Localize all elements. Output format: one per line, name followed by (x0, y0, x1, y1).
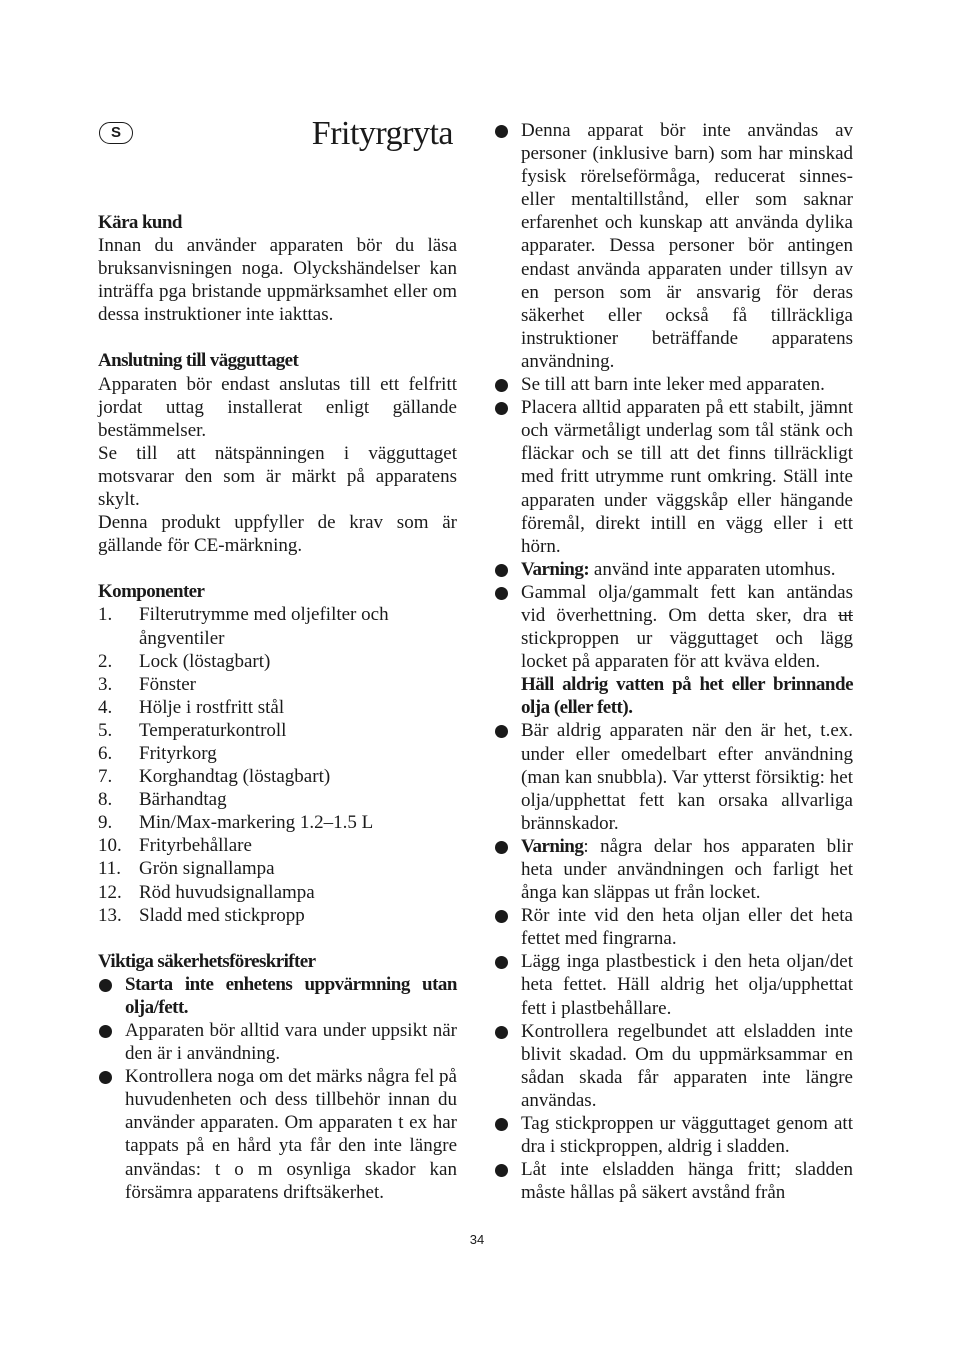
component-item (98, 904, 457, 927)
component-number: 9. (98, 812, 113, 834)
component-item (98, 603, 457, 649)
bullet-icon (495, 841, 508, 854)
component-item (98, 881, 457, 904)
bullet-icon (99, 1071, 112, 1084)
connection-heading: Anslutning till vägguttaget (98, 350, 299, 372)
components-list (98, 603, 457, 926)
component-item (98, 673, 457, 696)
component-label: Hölje i rostfritt stål (139, 696, 285, 718)
right-column (494, 119, 853, 1204)
component-label: Filterutrymme med oljefilter och ångventiler (139, 604, 389, 649)
components-heading: Komponenter (98, 581, 205, 603)
safety-item (98, 973, 457, 1019)
safety-item (494, 119, 853, 373)
safety-text: Bär aldrig apparaten när den är het, t.ex. under eller omedelbart efter användning (man kan snubbla). Var ytterst försiktig: het olja/upphettat fett kan orsaka allvarliga brännskador. (521, 720, 853, 834)
safety-text: Se till att barn inte leker med apparaten. (521, 374, 825, 396)
warning-label: Varning: (521, 558, 590, 580)
safety-text: Starta inte enhetens uppvärmning utan olja/fett. (125, 973, 457, 1018)
component-item (98, 834, 457, 857)
safety-text: : några delar hos apparaten blir heta under användningen och farligt het ånga kan släppas ut från locket. (521, 835, 853, 904)
component-number: 2. (98, 650, 113, 672)
left-column (98, 211, 457, 1204)
component-number: 5. (98, 719, 113, 741)
bullet-icon (495, 1026, 508, 1039)
safety-text: Kontrollera noga om det märks några fel på huvudenheten och dess tillbehör innan du använder apparaten. Om apparaten t ex har tappats på en hård yta får den inte längre användas: t o m osynliga skador kan försämra apparatens driftsäkerhet. (125, 1066, 457, 1203)
bullet-icon (495, 1164, 508, 1177)
component-label: Temperaturkontroll (139, 719, 287, 741)
component-number: 10. (98, 835, 122, 857)
bullet-icon (495, 1118, 508, 1131)
component-item (98, 696, 457, 719)
safety-item (98, 1065, 457, 1204)
connection-paragraph: Se till att nätspänningen i vägguttaget motsvarar den som är märkt på apparatens skylt. (98, 442, 457, 511)
safety-list (98, 973, 457, 1204)
component-label: Röd huvudsignallampa (139, 881, 315, 903)
dear-customer-heading: Kära kund (98, 212, 182, 233)
safety-item (494, 904, 853, 950)
safety-text: Låt inte elsladden hänga fritt; sladden måste hållas på säkert avstånd från (521, 1159, 853, 1204)
dear-customer-section (98, 211, 457, 326)
connection-paragraph: Denna produkt uppfyller de krav som är gällande för CE-märkning. (98, 512, 457, 557)
safety-item (494, 1158, 853, 1204)
safety-list-continued (494, 119, 853, 1204)
bold-warning: Häll aldrig vatten på het eller brinnande olja (eller fett). (521, 674, 853, 719)
safety-text: Apparaten bör alltid vara under uppsikt när den är i användning. (125, 1020, 457, 1065)
bullet-icon (495, 725, 508, 738)
safety-item (494, 835, 853, 904)
component-label: Fönster (139, 673, 196, 695)
safety-text: Lägg inga plastbestick i den heta oljan/det heta fettet. Häll aldrig het olja/upphettat fett i plastbehållare. (521, 951, 853, 1019)
safety-item (494, 1112, 853, 1158)
component-item (98, 857, 457, 880)
component-label: Frityrbehållare (139, 835, 252, 857)
component-label: Grön signallampa (139, 858, 275, 880)
component-label: Frityrkorg (139, 742, 217, 764)
component-label: Korghandtag (löstagbart) (139, 766, 331, 788)
safety-item (494, 1020, 853, 1112)
component-item (98, 788, 457, 811)
component-item (98, 650, 457, 673)
component-item (98, 742, 457, 765)
component-number: 1. (98, 604, 113, 626)
bullet-icon (495, 910, 508, 923)
component-number: 11. (98, 858, 122, 880)
component-item (98, 765, 457, 788)
components-section (98, 580, 457, 926)
component-label: Min/Max-markering 1.2–1.5 L (139, 812, 374, 834)
component-label: Sladd med stickpropp (139, 904, 305, 926)
safety-text: stickproppen ur vägguttaget och lägg locket på apparaten för att kväva elden. (521, 628, 853, 673)
safety-text: Tag stickproppen ur vägguttaget genom att dra i stickproppen, aldrig i sladden. (521, 1113, 853, 1158)
dear-customer-text: Innan du använder apparaten bör du läsa bruksanvisningen noga. Olyckshändelser kan inträffa pga bristande uppmärksamhet eller om dessa instruktioner inte iakttas. (98, 235, 457, 326)
component-number: 4. (98, 696, 113, 718)
page-number: 34 (469, 1232, 485, 1247)
bullet-icon (495, 956, 508, 969)
safety-text: Gammal olja/gammalt fett kan antändas vid överhettning. Om detta sker, dra (521, 581, 853, 626)
safety-item (494, 581, 853, 720)
connection-paragraph: Apparaten bör endast anslutas till ett felfritt jordat uttag installerat enligt gällande bestämmelser. (98, 373, 457, 441)
safety-heading: Viktiga säkerhetsföreskrifter (98, 950, 316, 972)
bullet-icon (99, 1025, 112, 1038)
component-number: 6. (98, 742, 113, 764)
component-number: 8. (98, 789, 113, 811)
safety-text: använd inte apparaten utomhus. (589, 558, 836, 580)
component-number: 3. (98, 673, 113, 695)
bullet-icon (495, 402, 508, 415)
component-item (98, 719, 457, 742)
bullet-icon (495, 587, 508, 600)
bullet-icon (495, 125, 508, 138)
warning-label: Varning (521, 835, 584, 857)
safety-text: Rör inte vid den heta oljan eller det heta fettet med fingrarna. (521, 905, 853, 950)
safety-item (494, 373, 853, 396)
safety-item (494, 396, 853, 558)
safety-item (494, 719, 853, 834)
component-number: 7. (98, 766, 113, 788)
page-title: Frityrgryta (311, 115, 453, 152)
safety-item (494, 950, 853, 1019)
struck-word: ut (838, 604, 853, 626)
safety-text: Placera alltid apparaten på ett stabilt, jämnt och värmetåligt underlag som tål stänk och fläckar och se till att det finns tillräckligt med fritt utrymme runt omkring. Ställ inte apparaten under väggskåp eller hängande föremål, direkt intill en vägg eller i ett hörn. (521, 397, 853, 557)
component-label: Bärhandtag (139, 789, 227, 811)
safety-text: Kontrollera regelbundet att elsladden inte blivit skadad. Om du uppmärksammar en sådan skada får apparaten inte längre användas. (521, 1020, 853, 1111)
bullet-icon (99, 979, 112, 992)
bullet-icon (495, 564, 508, 577)
component-number: 13. (98, 904, 122, 926)
safety-text: Denna apparat bör inte användas av personer (inklusive barn) som har minskad fysisk rörelseförmåga, reducerat sinnes- eller mentaltillstånd, eller som saknar erfarenhet och kunskap att använda dylika apparater. Dessa personer bör antingen endast använda apparaten under tillsyn av en person som är ansvarig för deras säkerhet eller också få tillräckliga instruktioner beträffande apparatens användning. (521, 120, 853, 372)
language-badge: S (99, 122, 133, 144)
bullet-icon (495, 379, 508, 392)
component-number: 12. (98, 881, 122, 903)
safety-item (98, 1019, 457, 1065)
component-label: Lock (löstagbart) (139, 650, 271, 672)
connection-section (98, 349, 457, 557)
safety-item (494, 558, 853, 581)
safety-section (98, 950, 457, 1204)
component-item (98, 811, 457, 834)
